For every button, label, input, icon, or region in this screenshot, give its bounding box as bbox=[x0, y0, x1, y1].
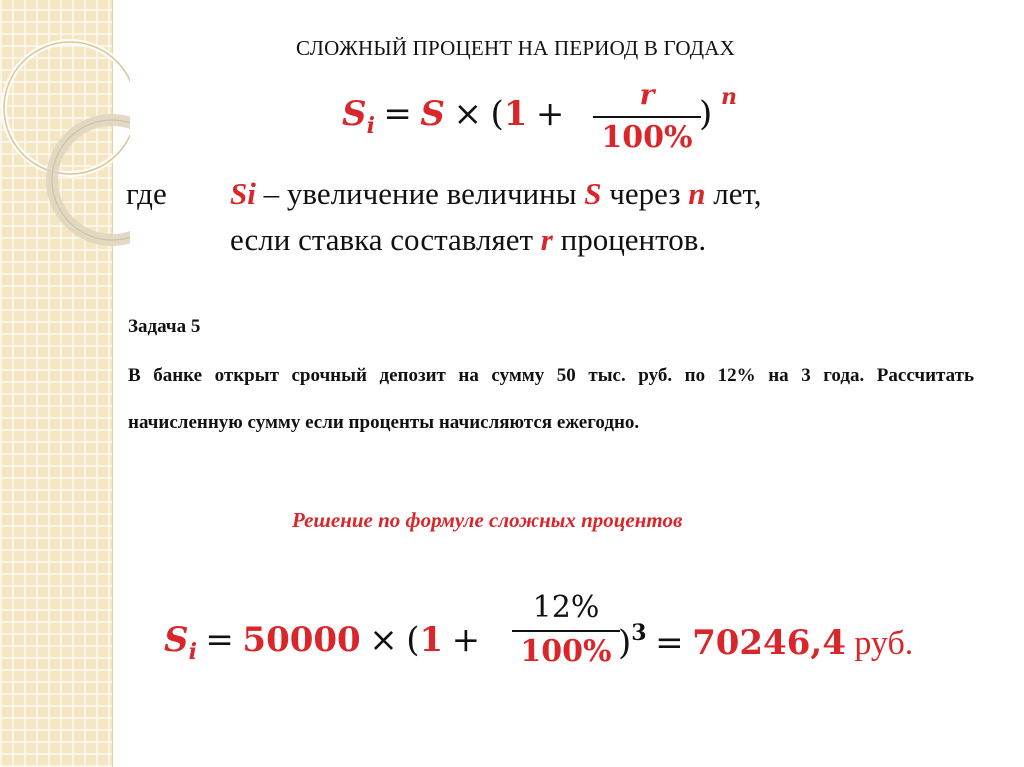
formula-close-paren: ) bbox=[699, 94, 713, 134]
def-text-5: процентов. bbox=[552, 222, 707, 257]
def-s: S bbox=[584, 176, 602, 211]
solution-label: Решение по формуле сложных процентов bbox=[292, 508, 683, 532]
solution-fraction bbox=[510, 590, 622, 670]
slide-title: СЛОЖНЫЙ ПРОЦЕНТ НА ПЕРИОД В ГОДАХ bbox=[296, 36, 735, 60]
solution-unit: руб. bbox=[854, 625, 914, 662]
formula-s: S bbox=[420, 94, 445, 134]
solution-principal: 50000 bbox=[242, 620, 361, 660]
definition-line-2 bbox=[230, 222, 706, 258]
formula-plus: + bbox=[535, 94, 565, 134]
solution-fraction-bar bbox=[512, 630, 620, 632]
def-n: n bbox=[688, 176, 706, 211]
formula-exponent: n bbox=[721, 84, 737, 110]
def-si: Si bbox=[230, 176, 256, 211]
def-text-4: если ставка составляет bbox=[230, 222, 541, 257]
solution-numerator: 12% bbox=[532, 590, 600, 625]
formula-sub-i: i bbox=[366, 113, 375, 139]
def-text-2: через bbox=[601, 176, 689, 211]
formula-open-paren: ( bbox=[490, 94, 504, 134]
solution-open-paren: ( bbox=[406, 620, 420, 660]
def-text-1: – увеличение величины bbox=[255, 176, 585, 211]
def-r: r bbox=[540, 222, 553, 257]
solution-result: 70246,4 bbox=[692, 623, 846, 663]
task-text: В банке открыт срочный депозит на сумму 50 тыс. руб. по 12% на 3 года. Рассчитать начисленную сумму если проценты начисляются ежегодно. bbox=[128, 365, 974, 433]
solution-times: × bbox=[369, 620, 398, 660]
task-heading: Задача 5 bbox=[128, 316, 201, 337]
solution-sub-i: i bbox=[188, 639, 197, 665]
solution-one: 1 bbox=[419, 620, 444, 660]
formula-one: 1 bbox=[503, 94, 528, 134]
fraction-bar bbox=[593, 116, 701, 118]
def-text-3: лет, bbox=[705, 176, 762, 211]
decorative-rings bbox=[0, 0, 130, 260]
solution-equals-2: = bbox=[655, 623, 684, 663]
formula-denominator: 100% bbox=[601, 120, 693, 155]
solution-exponent: 3 bbox=[631, 620, 647, 646]
solution-plus: + bbox=[451, 620, 481, 660]
formula-equals: = bbox=[383, 94, 412, 134]
formula-fraction bbox=[591, 78, 703, 156]
formula-var-s: S bbox=[342, 94, 367, 134]
formula-numerator: r bbox=[639, 78, 655, 111]
solution-var-s: S bbox=[164, 620, 189, 660]
definition-line-1 bbox=[230, 176, 761, 212]
solution-equals: = bbox=[205, 620, 234, 660]
solution-denominator: 100% bbox=[520, 634, 612, 669]
solution-close-paren: ) bbox=[618, 623, 632, 663]
formula-times: × bbox=[453, 94, 482, 134]
definition-where: где bbox=[126, 176, 167, 211]
